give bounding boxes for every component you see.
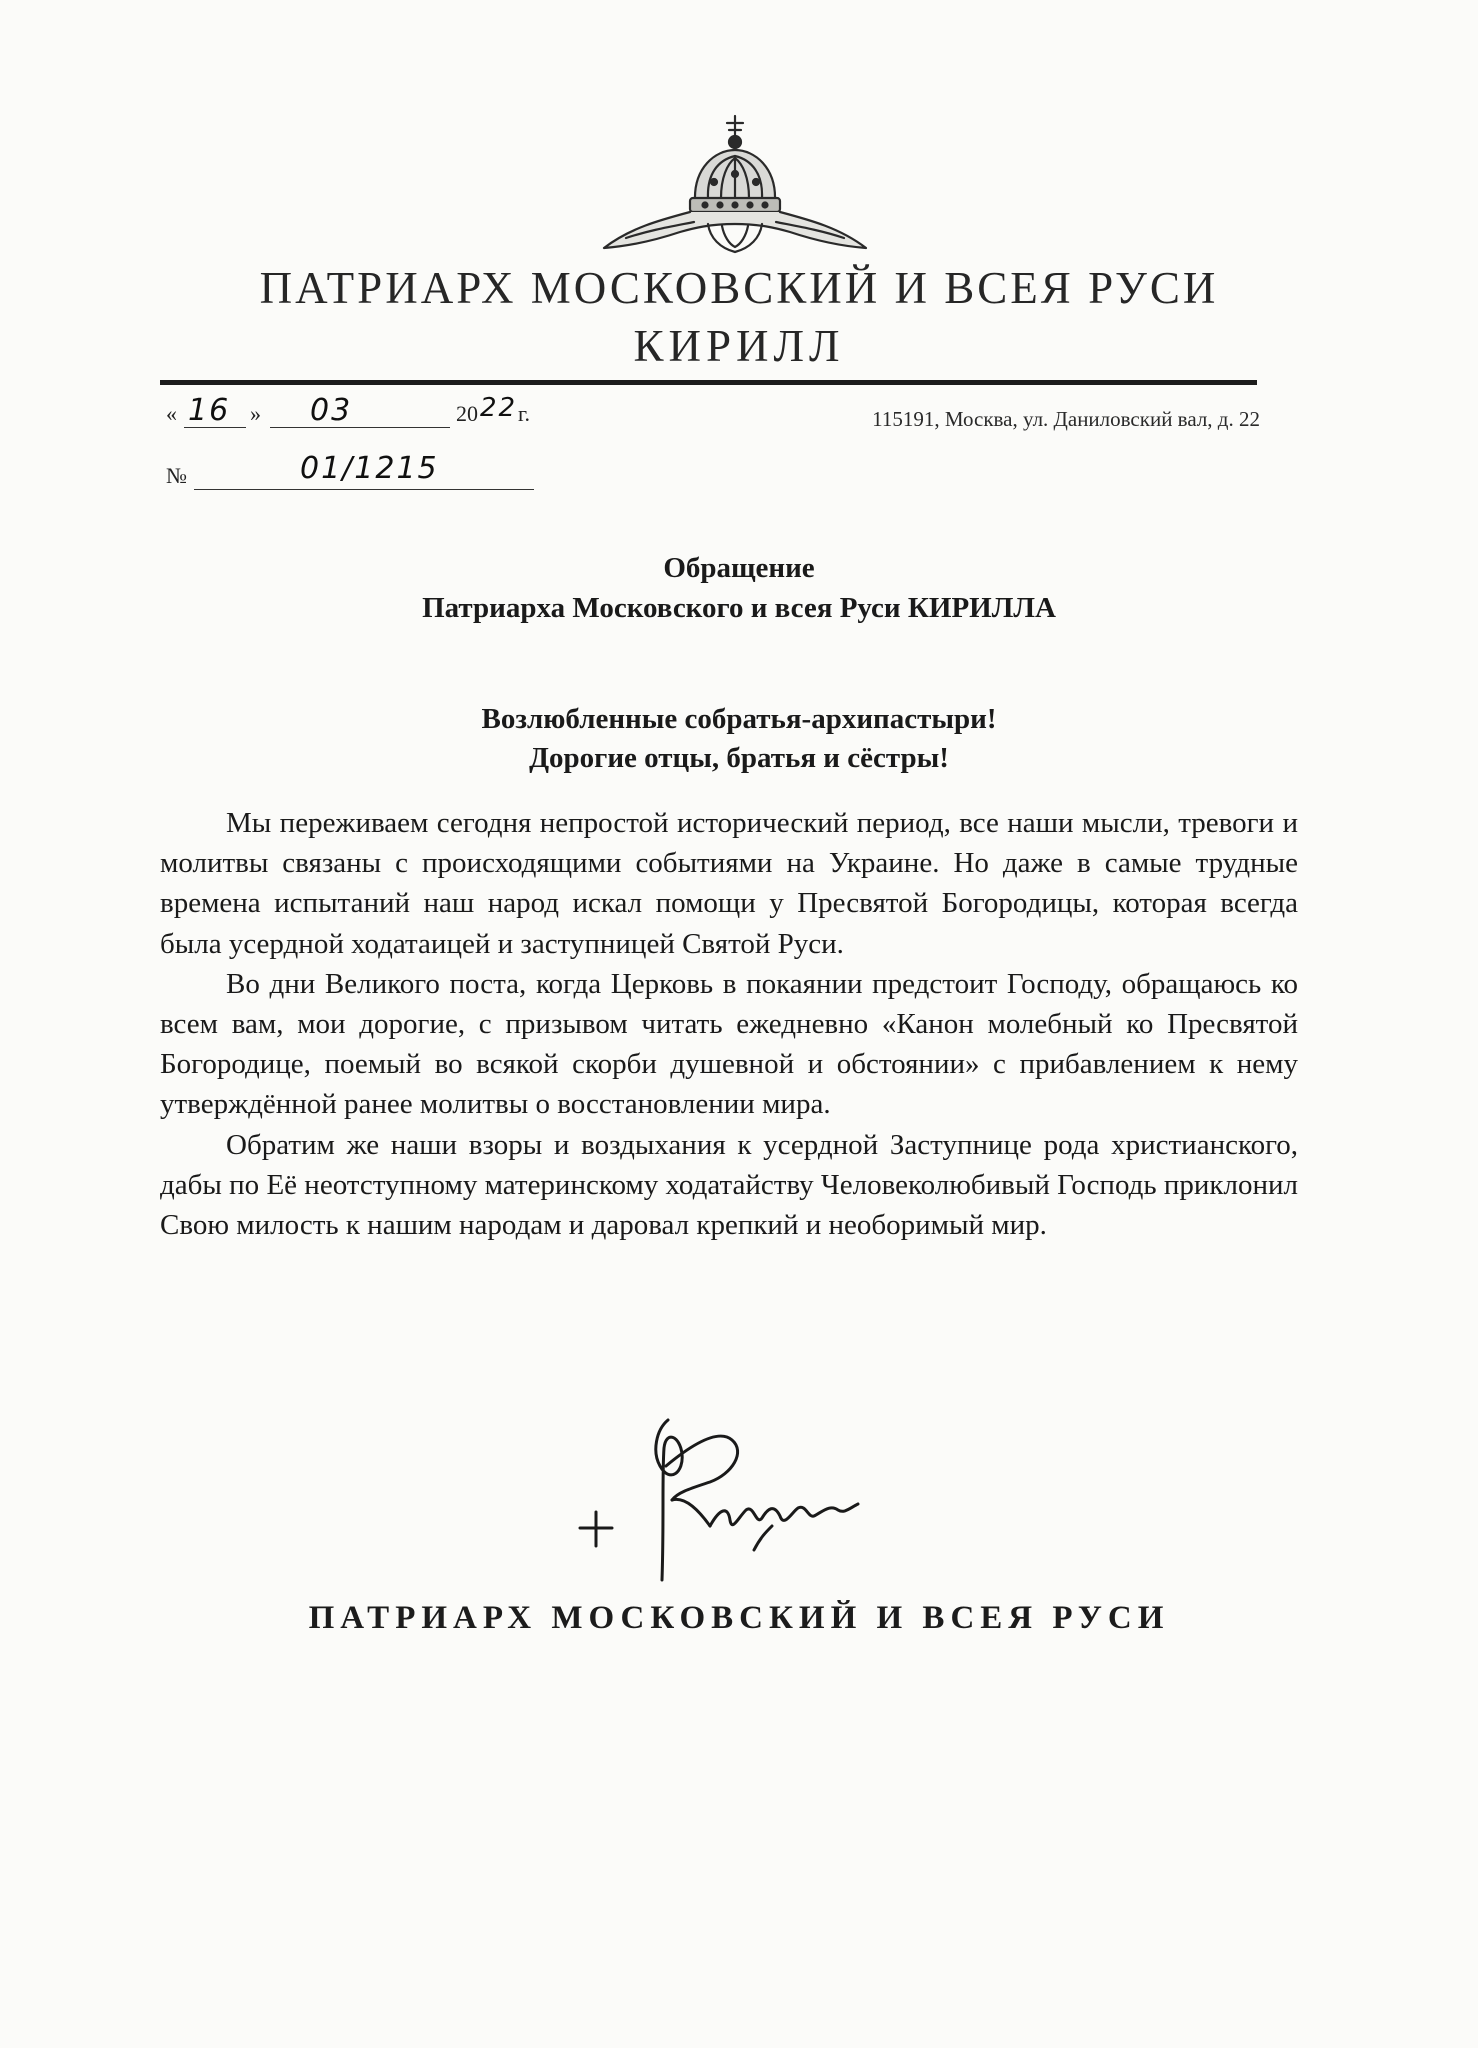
number-underline <box>194 489 534 490</box>
date-field <box>160 393 560 433</box>
date-year-mark: г. <box>518 401 531 426</box>
date-day: 16 <box>188 393 231 428</box>
document-subtitle: Патриарха Московского и всея Руси КИРИЛЛА <box>422 592 1056 624</box>
patriarch-crown-emblem-icon <box>590 108 880 258</box>
month-underline <box>270 427 450 428</box>
date-year-prefix: 20 <box>456 401 478 426</box>
document-number: 01/1215 <box>300 451 439 486</box>
sender-address: 115191, Москва, ул. Даниловский вал, д. 22 <box>872 407 1260 431</box>
letter-body <box>160 803 1298 1245</box>
letterhead-divider <box>160 380 1257 385</box>
document-title: Обращение <box>663 552 815 584</box>
greeting-line-1: Возлюбленные собратья-архипастыри! <box>481 703 997 735</box>
paragraph: Во дни Великого поста, когда Церковь в покаянии предстоит Господу, обращаюсь ко всем вам, мои дорогие, с призывом читать ежедневно «Канон молебный ко Пресвятой Богородице, поемый во всякой скорби душевной и обстоянии» с прибавлением к нему утверждённой ранее молитвы о восстановлении мира. <box>160 967 1298 1121</box>
paragraph: Мы переживаем сегодня непростой исторический период, все наши мысли, тревоги и молитвы связаны с происходящими событиями на Украине. Но даже в самые трудные времена испытаний наш народ искал помощи у Пресвятой Богородицы, которая всегда была усердной ходатаицей и заступницей Святой Руси. <box>160 807 1298 960</box>
date-month: 03 <box>310 393 353 428</box>
date-open-quote: « <box>166 401 177 426</box>
letterhead-name: КИРИЛЛ <box>633 321 845 371</box>
signatory-title: ПАТРИАРХ МОСКОВСКИЙ И ВСЕЯ РУСИ <box>308 1600 1170 1636</box>
number-sign: № <box>166 463 187 488</box>
paragraph: Обратим же наши взоры и воздыхания к усердной Заступнице рода христианского, дабы по Её неотступному материнскому ходатайству Человеколюбивый Господь приклонил Свою милость к нашим народам и даровал крепкий и необоримый мир. <box>160 1128 1298 1242</box>
date-year-suffix: 22 <box>480 393 518 423</box>
greeting-line-2: Дорогие отцы, братья и сёстры! <box>529 742 949 774</box>
date-close-quote: » <box>250 401 261 426</box>
letterhead-title: ПАТРИАРХ МОСКОВСКИЙ И ВСЕЯ РУСИ <box>259 263 1219 313</box>
number-field <box>160 451 560 493</box>
